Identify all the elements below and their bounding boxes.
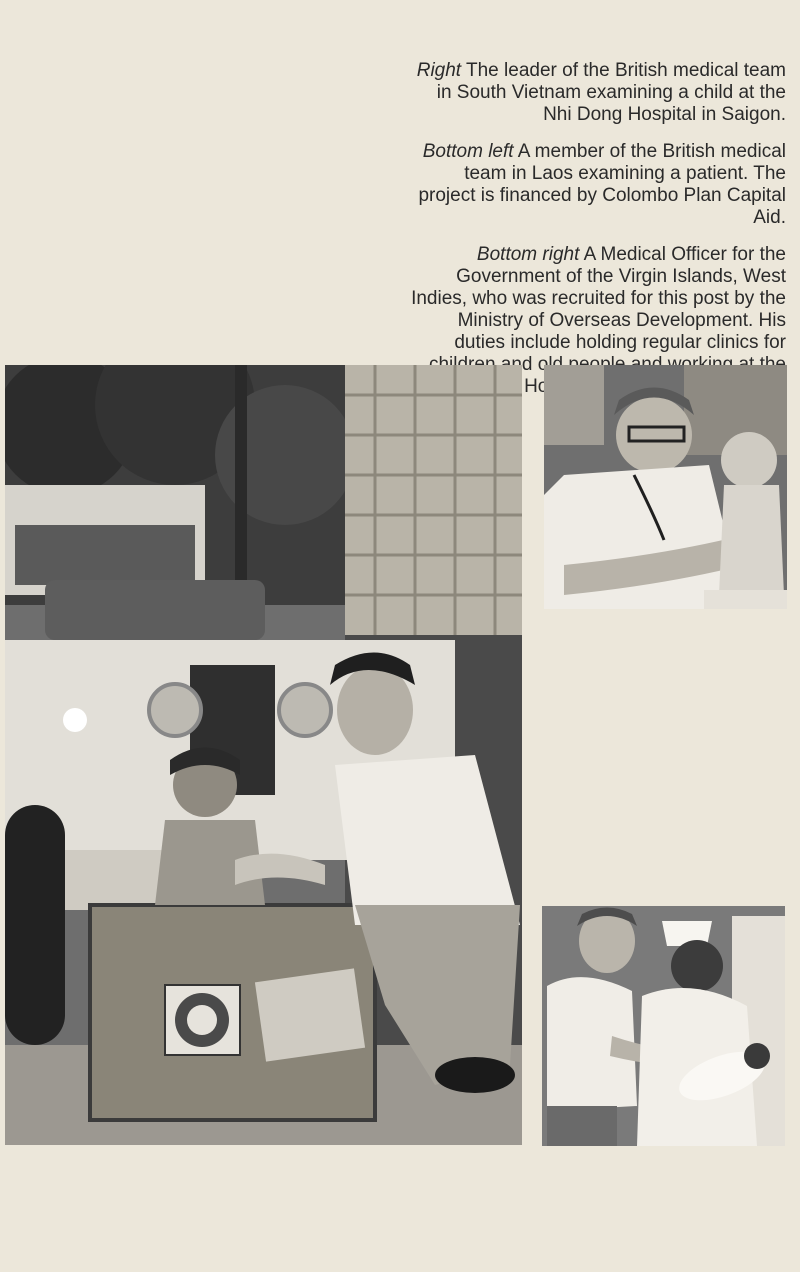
caption-bottom-left-position: Bottom left (422, 141, 514, 162)
photo-virgin-islands-maternity (542, 906, 785, 1146)
photo-vietnam-medical-team (544, 365, 787, 609)
caption-right-position: Right (416, 60, 462, 81)
caption-bottom-right-text: A Medical Officer for the Government of the Virgin Islands, West Indies, who was recruited for this post by the Ministry of Overseas Development. His duties include holding regular clinics for (411, 244, 786, 353)
photo-laos-illustration (5, 365, 522, 1145)
photo-laos-medical-team (5, 365, 522, 1145)
caption-bottom-right-position: Bottom right (476, 244, 580, 265)
photo-vietnam-illustration (544, 365, 787, 609)
caption-right-text: The leader of the British medical team in South Vietnam examining a child at the Nhi Dong Hospital in Saigon. (436, 60, 786, 125)
caption-bottom-left (406, 141, 786, 229)
caption-bottom-left-text: A member of the British medical team in Laos examining a patient. The project is financed by Colombo Plan Capital Aid. (418, 141, 786, 228)
caption-right (406, 60, 786, 126)
photo-virgin-islands-illustration (542, 906, 785, 1146)
